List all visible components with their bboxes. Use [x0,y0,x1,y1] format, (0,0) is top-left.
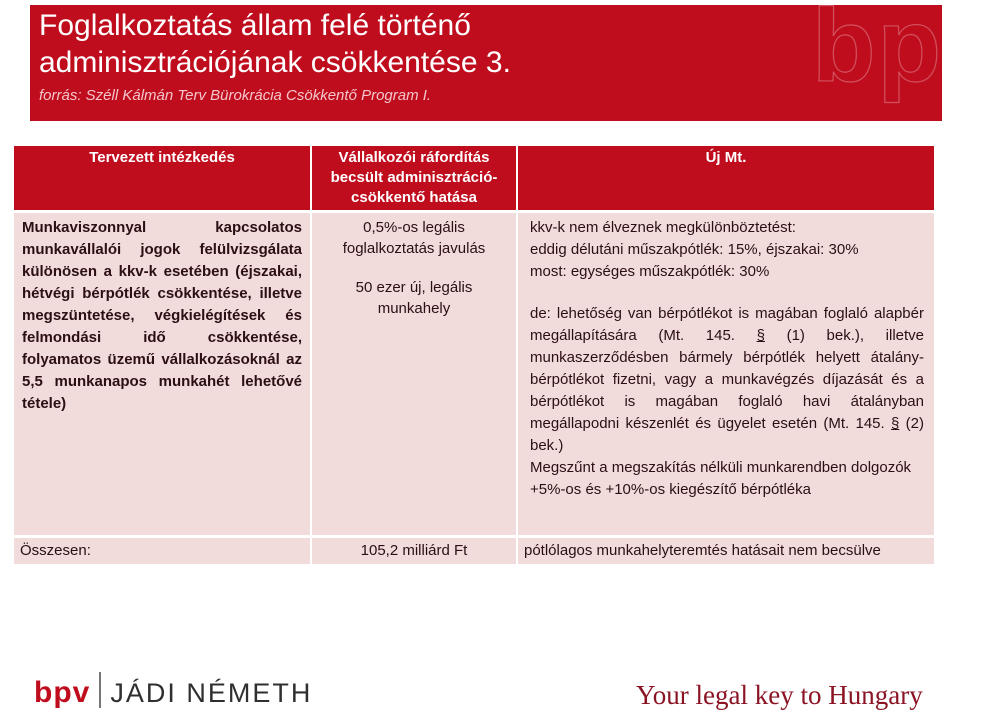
firm-name: JÁDI NÉMETH [110,678,313,708]
header-new-law: Új Mt. [518,146,934,210]
total-value: 105,2 milliárd Ft [312,538,516,564]
impact-cell [312,213,516,535]
page-subtitle: forrás: Széll Kálmán Terv Bürokrácia Csökkentő Program I. [39,87,432,104]
table-header-row [14,146,934,210]
section-sign: § [891,415,900,432]
new-law-line: Megszűnt a megszakítás nélküli munkarendben dolgozók +5%-os és +10%-os kiegészítő bérpótléka [530,459,912,498]
title-banner [30,0,1003,121]
footer-logo [34,672,312,710]
new-law-line: eddig délutáni műszakpótlék: 15%, éjszakai: 30% [530,241,859,258]
header-impact: Vállalkozói ráfordítás becsült adminisztráció-csökkentő hatása [312,146,516,210]
section-sign: § [756,327,765,344]
measure-cell: Munkaviszonnyal kapcsolatos munkavállalói jogok felülvizsgálata különösen a kkv-k esetében (éjszakai, hétvégi bérpótlék csökkentése, illetve megszüntetése, végkielégítések és felmondási idő csökkentése, folyamatos üzemű vállalkozásoknál az 5,5 munkanapos munkahét lehetővé tétele) [14,213,310,535]
impact-item: 0,5%-os legális foglalkoztatás javulás [342,219,486,257]
total-note: pótlólagos munkahelyteremtés hatásait nem becsülve [518,538,934,564]
measures-table [12,143,936,567]
impact-item: 50 ezer új, legális munkahely [355,279,473,317]
text-run: (1) bek.), illetve munkaszerződésben bármely bérpótlék helyett átalány-bérpótlékot fizetni, vagy a munkavégzés díjazását és a bérpótlékot is magában foglaló havi átalányban megállapodni készenlét és ügyelet esetén (Mt. 145. [530,327,925,432]
page-title: Foglalkoztatás állam felé történő adminisztrációjának csökkentése 3. [39,9,511,79]
logo-divider [99,672,101,708]
bpv-logo: bpv [34,676,91,709]
total-label: Összesen: [14,538,310,564]
text-run: (2) bek.) [530,415,925,454]
footer-tagline: Your legal key to Hungary [636,680,923,710]
new-law-line: kkv-k nem élveznek megkülönböztetést: [530,219,796,236]
new-law-paragraph [530,303,924,457]
header-measure: Tervezett intézkedés [14,146,310,210]
spacer [530,283,924,303]
table-row [14,213,934,535]
text-run: de: lehetőség van bérpótlékot is magában foglaló alapbér megállapítására (Mt. 145. [530,305,924,344]
total-row [14,538,934,564]
new-law-line: most: egységes műszakpótlék: 30% [530,263,770,280]
new-law-cell [518,213,934,535]
bpv-watermark-logo: bpv [812,0,1003,104]
